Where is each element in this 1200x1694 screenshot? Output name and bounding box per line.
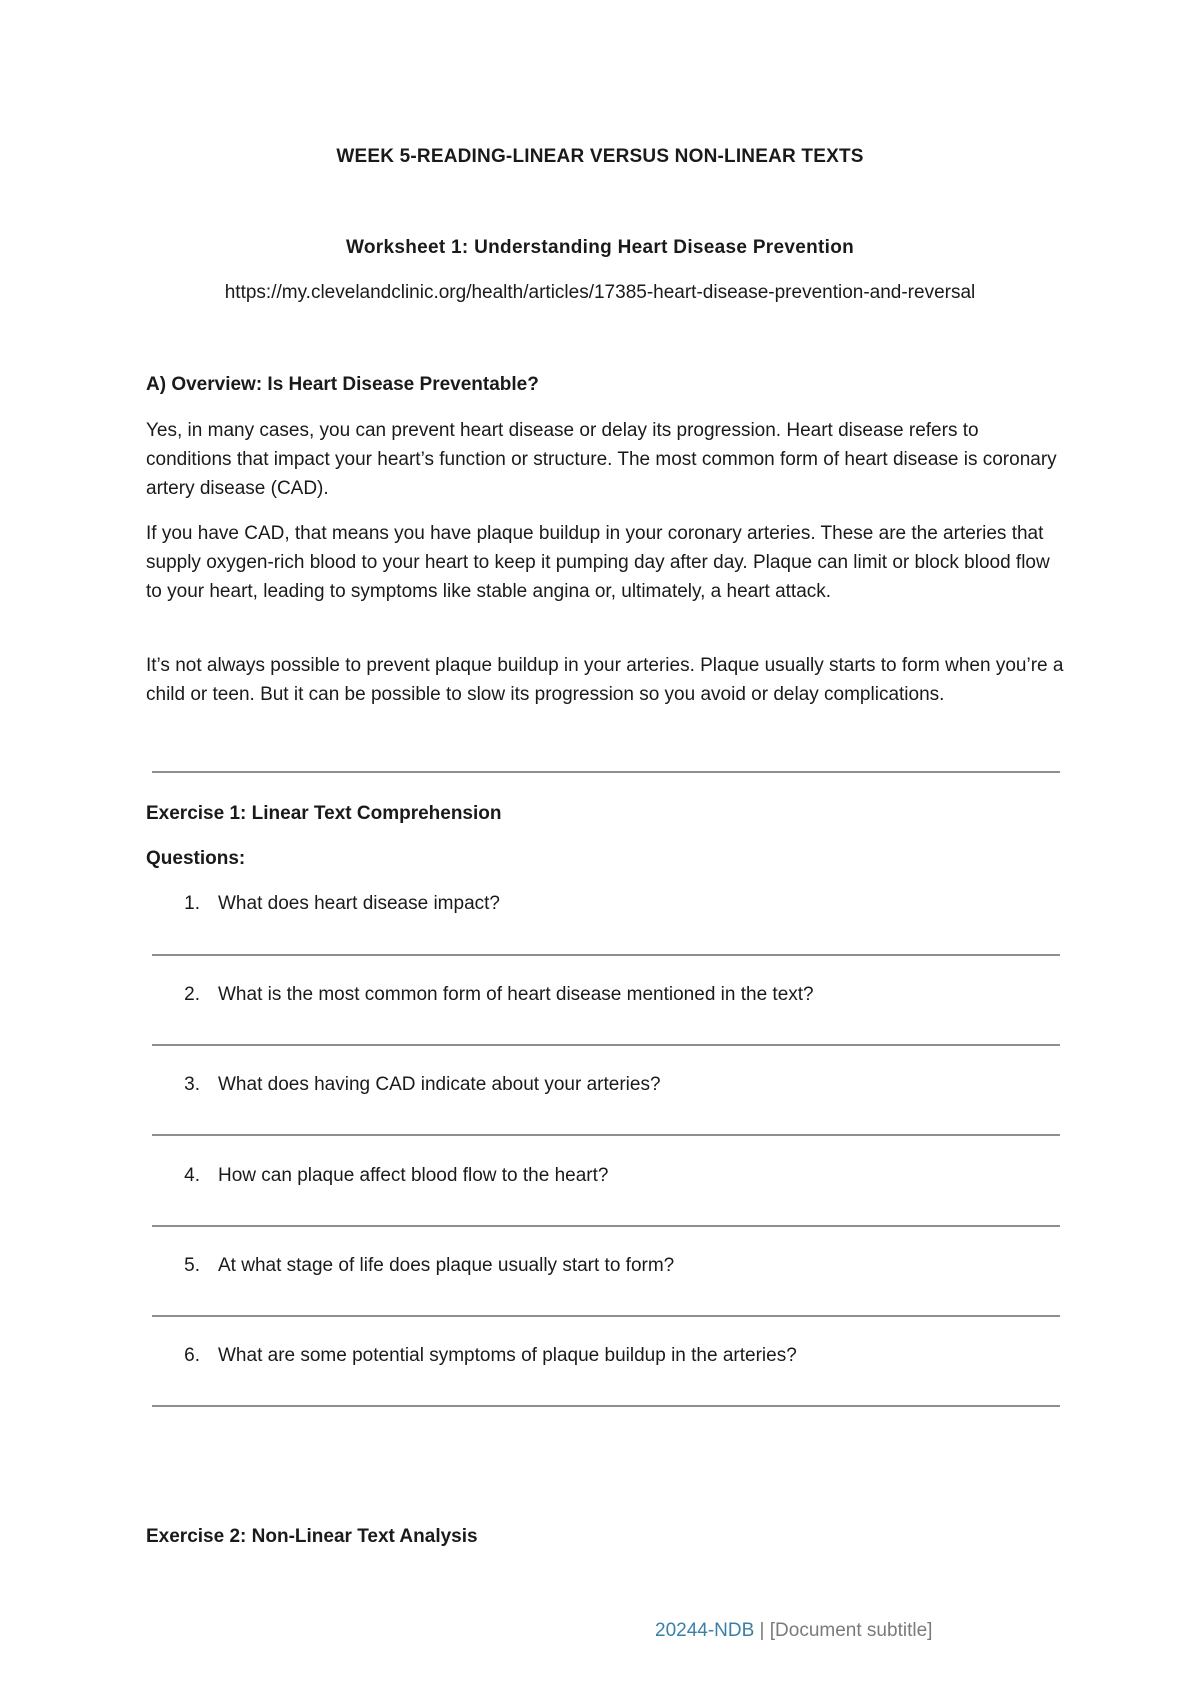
source-url: https://my.clevelandclinic.org/health/articles/17385-heart-disease-prevention-and-reversal bbox=[224, 282, 976, 303]
question-text: What does heart disease impact? bbox=[218, 893, 500, 914]
answer-line bbox=[152, 1134, 1060, 1136]
questions-label: Questions: bbox=[146, 848, 246, 869]
question-item bbox=[146, 1165, 608, 1187]
footer-separator: | bbox=[754, 1620, 770, 1641]
question-text: What are some potential symptoms of plaque buildup in the arteries? bbox=[218, 1345, 797, 1366]
overview-paragraph-3: It’s not always possible to prevent plaque buildup in your arteries. Plaque usually starts to form when you’re a child or teen. But it can be possible to slow its progression so you avoid or delay complications. bbox=[146, 655, 1064, 705]
footer-code: 20244-NDB bbox=[655, 1620, 755, 1641]
answer-line bbox=[152, 1044, 1060, 1046]
section-divider bbox=[152, 771, 1060, 773]
question-item bbox=[146, 984, 814, 1006]
answer-line bbox=[152, 1225, 1060, 1227]
question-item bbox=[146, 1255, 674, 1277]
overview-paragraph-1: Yes, in many cases, you can prevent heart disease or delay its progression. Heart disease refers to conditions that impact your heart’s function or structure. The most common form of heart disease is coronary artery disease (CAD). bbox=[146, 420, 1057, 499]
answer-line bbox=[152, 1405, 1060, 1407]
question-text: What is the most common form of heart disease mentioned in the text? bbox=[218, 984, 814, 1005]
exercise1-heading: Exercise 1: Linear Text Comprehension bbox=[146, 803, 502, 824]
question-number: 5. bbox=[184, 1255, 200, 1276]
question-text: How can plaque affect blood flow to the heart? bbox=[218, 1165, 609, 1186]
question-item bbox=[146, 1074, 661, 1096]
overview-paragraph-2: If you have CAD, that means you have plaque buildup in your coronary arteries. These are the arteries that supply oxygen-rich blood to your heart to keep it pumping day after day. Plaque can limit or block blood flow to your heart, leading to symptoms like stable angina or, ultimately, a heart attack. bbox=[146, 523, 1050, 602]
question-number: 3. bbox=[184, 1074, 200, 1095]
worksheet-title: Worksheet 1: Understanding Heart Disease Prevention bbox=[345, 237, 855, 258]
answer-line bbox=[152, 954, 1060, 956]
page-footer bbox=[655, 1620, 932, 1642]
answer-line bbox=[152, 1315, 1060, 1317]
question-item bbox=[146, 1345, 797, 1367]
question-number: 1. bbox=[184, 893, 200, 914]
question-text: At what stage of life does plaque usually start to form? bbox=[218, 1255, 675, 1276]
exercise2-heading: Exercise 2: Non-Linear Text Analysis bbox=[146, 1526, 478, 1547]
question-number: 2. bbox=[184, 984, 200, 1005]
document-title: WEEK 5-READING-LINEAR VERSUS NON-LINEAR TEXTS bbox=[336, 146, 864, 167]
footer-subtitle: [Document subtitle] bbox=[769, 1620, 933, 1641]
question-item bbox=[146, 893, 500, 915]
question-text: What does having CAD indicate about your arteries? bbox=[218, 1074, 661, 1095]
overview-heading: A) Overview: Is Heart Disease Preventable? bbox=[146, 374, 539, 395]
question-number: 6. bbox=[184, 1345, 200, 1366]
question-number: 4. bbox=[184, 1165, 200, 1186]
